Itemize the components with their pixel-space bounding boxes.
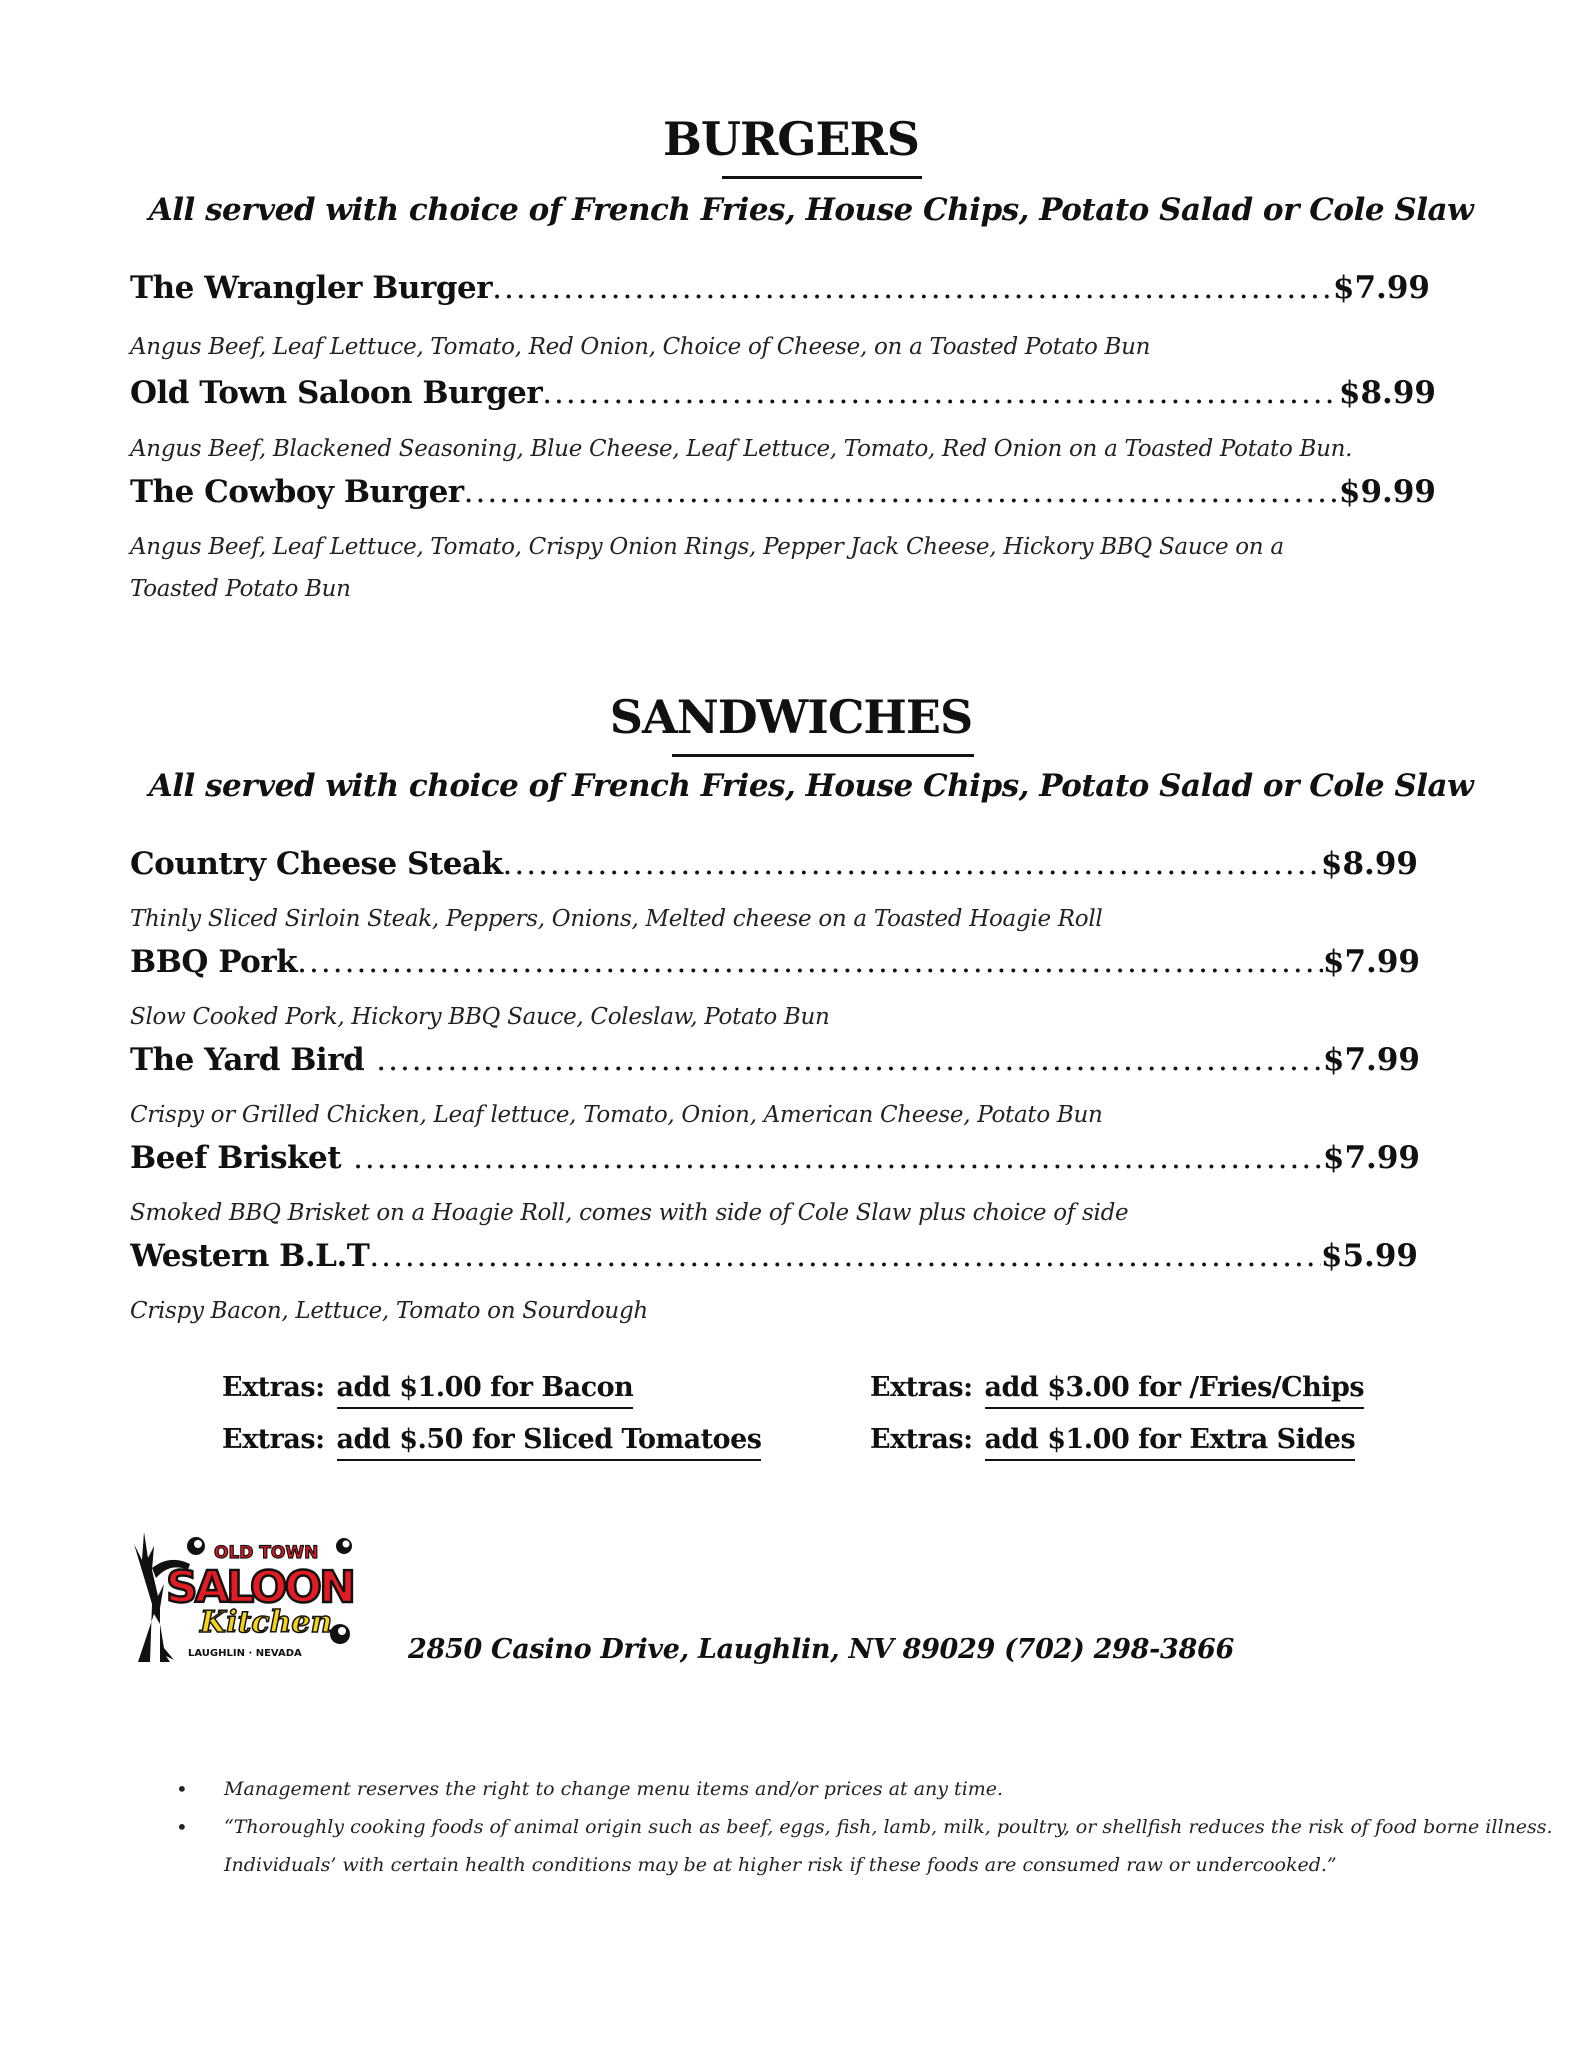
menu-item-wrangler-burger [130,270,1430,306]
extra-label: Extras: [222,1424,325,1455]
disclaimer-text: Management reserves the right to change menu items and/or prices at any time. [224,1778,1004,1800]
menu-item-old-town-saloon-burger [130,375,1436,411]
logo-laughlin-nevada: LAUGHLIN · NEVADA [188,1648,302,1659]
item-description: Crispy or Grilled Chicken, Leaf lettuce, Tomato, Onion, American Cheese, Potato Bun [130,1102,1103,1128]
item-name: The Yard Bird [130,1042,365,1078]
item-description-continued: Toasted Potato Bun [130,576,351,602]
menu-item-bbq-pork [130,944,1420,980]
item-name: The Cowboy Burger [130,474,464,510]
extra-text: add $3.00 for /Fries/Chips [985,1372,1365,1409]
menu-item-country-cheese-steak [130,846,1418,882]
dot-leader [464,474,1339,510]
dot-leader [376,1042,1323,1078]
extra-text: add $1.00 for Bacon [337,1372,634,1409]
extra-text: add $1.00 for Extra Sides [985,1424,1356,1461]
menu-item-yard-bird [130,1042,1420,1078]
item-price: $5.99 [1320,1238,1418,1274]
extra-text: add $.50 for Sliced Tomatoes [337,1424,762,1461]
item-description: Angus Beef, Leaf Lettuce, Tomato, Crispy Onion Rings, Pepper Jack Cheese, Hickory BBQ Sauce on a [130,534,1284,560]
disclaimer-item [176,1808,1566,1846]
item-description: Smoked BBQ Brisket on a Hoagie Roll, comes with side of Cole Slaw plus choice of side [130,1200,1129,1226]
extra-extra-sides [870,1424,1355,1461]
logo-old-town: OLD TOWN [214,1543,319,1563]
menu-item-beef-brisket [130,1140,1420,1176]
extra-bacon [222,1372,633,1409]
logo-saloon: SALOON [166,1562,356,1613]
bullet-point: • [176,1815,188,1839]
dot-leader [503,846,1321,882]
disclaimer-text: “Thoroughly cooking foods of animal origin such as beef, eggs, fish, lamb, milk, poultry, or shellfish reduces the risk of food borne illness. [224,1816,1553,1838]
sandwiches-title: SANDWICHES [609,690,973,744]
dot-leader [542,375,1339,411]
sandwiches-title-underline [672,754,974,757]
item-name: Beef Brisket [130,1140,342,1176]
burgers-subtitle: All served with choice of French Fries, House Chips, Potato Salad or Cole Slaw [148,192,1474,228]
item-name: The Wrangler Burger [130,270,493,306]
dot-leader [492,270,1333,306]
item-price: $8.99 [1320,846,1418,882]
extra-label: Extras: [222,1372,325,1403]
menu-item-cowboy-burger [130,474,1436,510]
disclaimer-list [176,1770,1566,1884]
saloon-logo [130,1524,366,1664]
item-price: $7.99 [1322,1042,1420,1078]
item-price: $8.99 [1338,375,1436,411]
sandwiches-subtitle: All served with choice of French Fries, House Chips, Potato Salad or Cole Slaw [148,768,1474,804]
item-name: Western B.L.T [130,1238,370,1274]
item-description: Angus Beef, Leaf Lettuce, Tomato, Red Onion, Choice of Cheese, on a Toasted Potato Bun [130,334,1151,360]
item-price: $7.99 [1332,270,1430,306]
burgers-title-underline [722,176,922,179]
item-price: $7.99 [1322,944,1420,980]
burgers-title: BURGERS [662,112,920,166]
item-description: Thinly Sliced Sirloin Steak, Peppers, Onions, Melted cheese on a Toasted Hoagie Roll [130,906,1103,932]
item-name: Old Town Saloon Burger [130,375,543,411]
disclaimer-text: Individuals’ with certain health conditions may be at higher risk if these foods are consumed raw or undercooked.” [224,1854,1337,1876]
dot-leader [369,1238,1321,1274]
item-price: $9.99 [1338,474,1436,510]
extra-label: Extras: [870,1372,973,1403]
dot-leader [297,944,1323,980]
disclaimer-item [176,1770,1566,1808]
menu-item-western-blt [130,1238,1418,1274]
extra-sliced-tomatoes [222,1424,761,1461]
item-description: Angus Beef, Blackened Seasoning, Blue Cheese, Leaf Lettuce, Tomato, Red Onion on a Toasted Potato Bun. [130,436,1353,462]
item-name: BBQ Pork [130,944,298,980]
disclaimer-item-continued [176,1846,1566,1884]
item-description: Crispy Bacon, Lettuce, Tomato on Sourdough [130,1298,648,1324]
item-name: Country Cheese Steak [130,846,503,882]
item-price: $7.99 [1322,1140,1420,1176]
item-description: Slow Cooked Pork, Hickory BBQ Sauce, Coleslaw, Potato Bun [130,1004,830,1030]
dot-leader [353,1140,1323,1176]
logo-kitchen: Kitchen [200,1605,333,1640]
bullet-point: • [176,1777,188,1801]
restaurant-address: 2850 Casino Drive, Laughlin, NV 89029 (702) 298-3866 [408,1634,1234,1665]
extra-fries-chips [870,1372,1364,1409]
extra-label: Extras: [870,1424,973,1455]
